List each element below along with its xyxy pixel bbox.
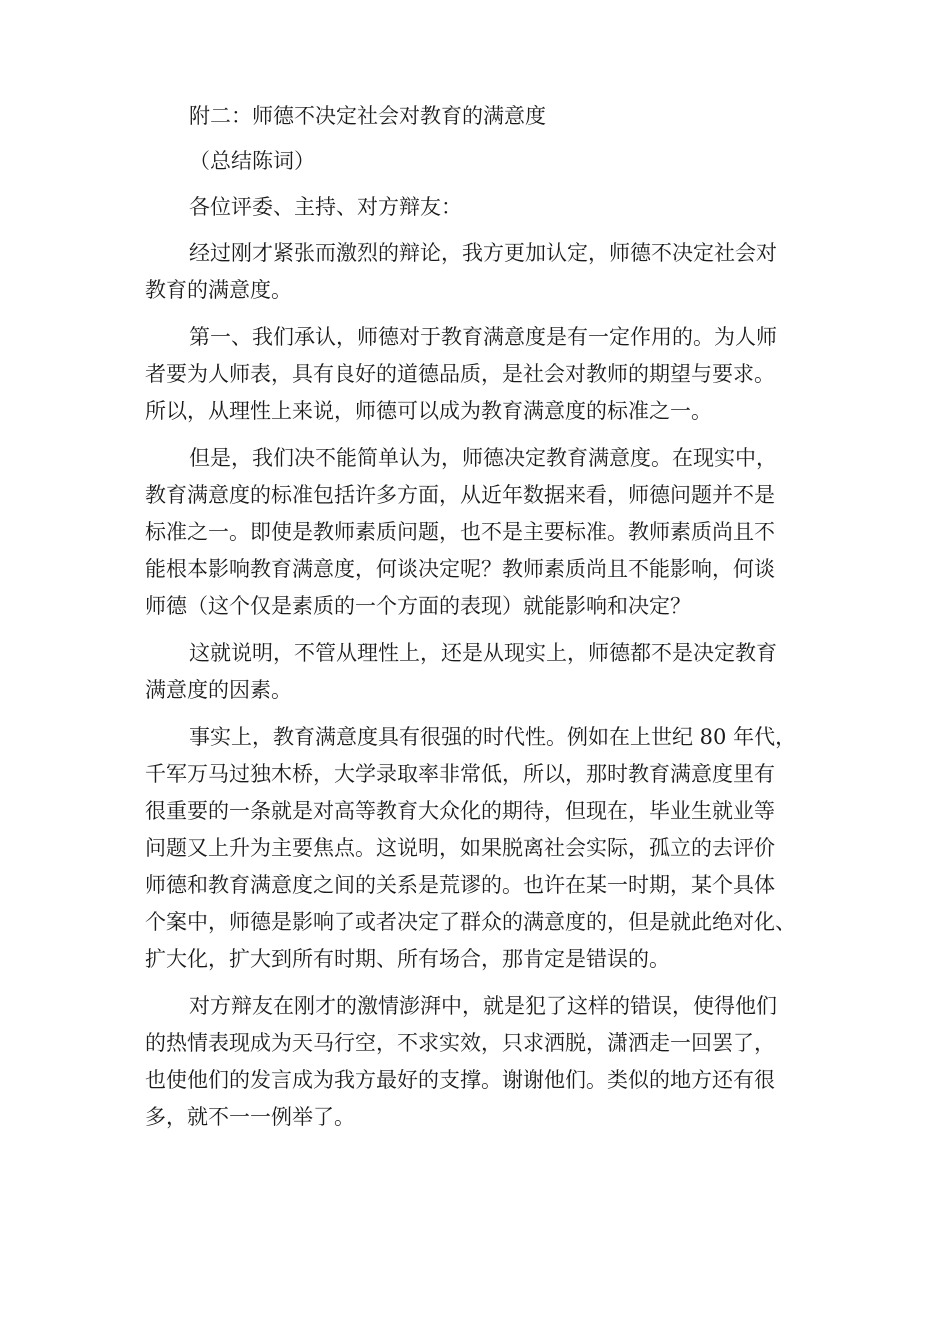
paragraph-line: 满意度的因素。 bbox=[145, 678, 292, 702]
paragraph-line: 对方辩友在刚才的激情澎湃中，就是犯了这样的错误，使得他们 bbox=[189, 994, 777, 1018]
paragraph-1 bbox=[145, 235, 810, 309]
paragraph-line: 所以，从理性上来说，师德可以成为教育满意度的标准之一。 bbox=[145, 399, 712, 423]
paragraph-line: 问题又上升为主要焦点。这说明，如果脱离社会实际，孤立的去评价 bbox=[145, 836, 775, 860]
paragraph-line: 也使他们的发言成为我方最好的支撑。谢谢他们。类似的地方还有很 bbox=[145, 1068, 775, 1092]
paragraph-line: 事实上，教育满意度具有很强的时代性。例如在上世纪 80 年代， bbox=[189, 725, 797, 749]
paragraph-line: 很重要的一条就是对高等教育大众化的期待，但现在，毕业生就业等 bbox=[145, 799, 775, 823]
paragraph-line: 扩大化，扩大到所有时期、所有场合，那肯定是错误的。 bbox=[145, 947, 670, 971]
paragraph-line: 教育的满意度。 bbox=[145, 278, 292, 302]
paragraph-line: 能根本影响教育满意度，何谈决定呢？教师素质尚且不能影响，何谈 bbox=[145, 557, 775, 581]
paragraph-3 bbox=[145, 440, 810, 625]
paragraph-line: 教育满意度的标准包括许多方面，从近年数据来看，师德问题并不是 bbox=[145, 483, 775, 507]
paragraph-line: 千军万马过独木桥，大学录取率非常低，所以，那时教育满意度里有 bbox=[145, 762, 775, 786]
salutation: 各位评委、主持、对方辩友： bbox=[189, 195, 462, 219]
paragraph-line: 经过刚才紧张而激烈的辩论，我方更加认定，师德不决定社会对 bbox=[189, 241, 777, 265]
paragraph-line: 者要为人师表，具有良好的道德品质，是社会对教师的期望与要求。 bbox=[145, 362, 775, 386]
paragraph-line: 第一、我们承认，师德对于教育满意度是有一定作用的。为人师 bbox=[189, 325, 777, 349]
paragraph-line: 的热情表现成为天马行空，不求实效，只求洒脱，潇洒走一回罢了， bbox=[145, 1031, 775, 1055]
paragraph-line: 个案中，师德是影响了或者决定了群众的满意度的，但是就此绝对化、 bbox=[145, 910, 796, 934]
paragraph-line: 师德（这个仅是素质的一个方面的表现）就能影响和决定？ bbox=[145, 594, 691, 618]
document-title: 附二：师德不决定社会对教育的满意度 bbox=[189, 104, 546, 128]
paragraph-line: 师德和教育满意度之间的关系是荒谬的。也许在某一时期，某个具体 bbox=[145, 873, 775, 897]
document-page bbox=[145, 98, 810, 1146]
paragraph-line: 这就说明，不管从理性上，还是从现实上，师德都不是决定教育 bbox=[189, 641, 777, 665]
document-subtitle: （总结陈词） bbox=[189, 149, 315, 173]
paragraph-line: 但是，我们决不能简单认为，师德决定教育满意度。在现实中， bbox=[189, 446, 777, 470]
paragraph-2 bbox=[145, 319, 810, 430]
paragraph-6 bbox=[145, 988, 810, 1136]
paragraph-line: 标准之一。即使是教师素质问题，也不是主要标准。教师素质尚且不 bbox=[145, 520, 775, 544]
paragraph-4 bbox=[145, 635, 810, 709]
paragraph-5 bbox=[145, 719, 810, 978]
paragraph-line: 多，就不一一例举了。 bbox=[145, 1105, 355, 1129]
